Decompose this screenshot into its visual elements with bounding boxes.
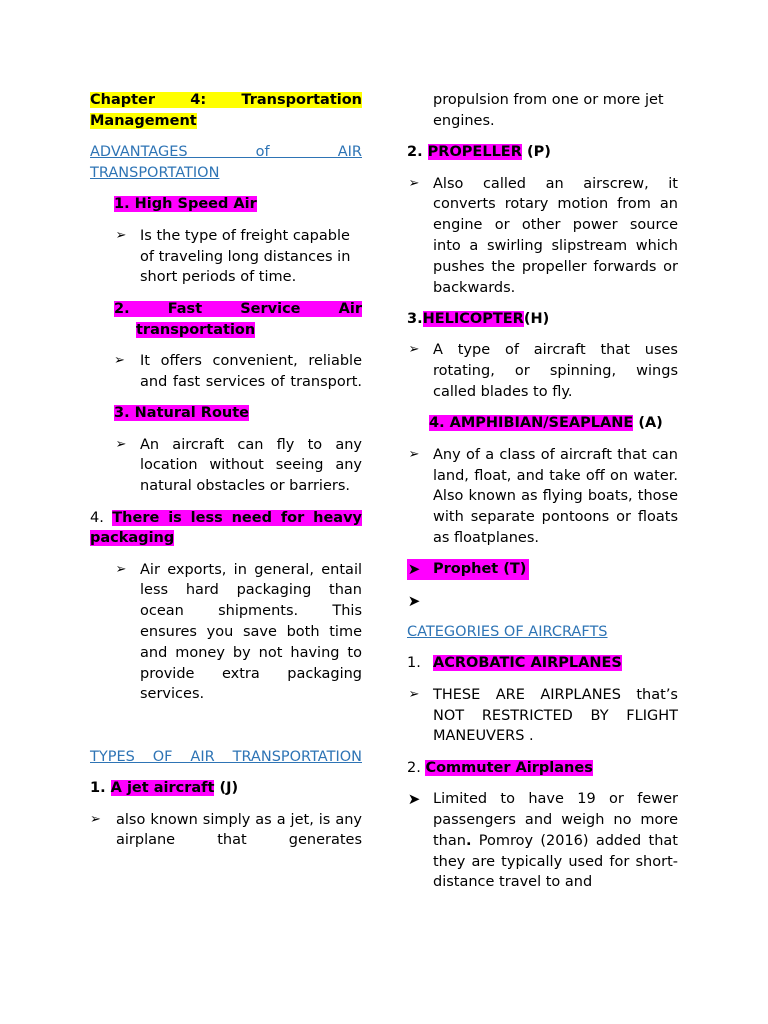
- arrowhead-bullet-icon: ➢: [90, 811, 101, 827]
- type-1-body-continued-text: propulsion from one or more jet engines.: [433, 92, 664, 129]
- type-4-code: (A): [638, 415, 663, 432]
- type-2-number: 2.: [407, 144, 423, 161]
- type-3-bullet: [407, 340, 678, 402]
- category-2-bullet: [407, 789, 678, 893]
- type-1-code: (J): [219, 780, 239, 797]
- type-4-bullet: [407, 445, 678, 549]
- category-1-bullet: [407, 685, 678, 747]
- type-2-title-text: PROPELLER: [427, 144, 522, 161]
- category-2-body-part-b: Pomroy (2016) added that they are typically used for short-distance travel to and: [433, 832, 678, 891]
- advantages-heading-link[interactable]: ADVANTAGES of AIR TRANSPORTATION: [90, 144, 362, 181]
- advantage-3-body: An aircraft can fly to any location without seeing any natural obstacles or barriers.: [140, 436, 362, 495]
- categories-heading[interactable]: [407, 622, 678, 643]
- type-2-code: (P): [526, 144, 551, 161]
- type-3-number: 3.: [407, 310, 423, 327]
- type-4-title: [407, 413, 678, 434]
- category-2-number: 2.: [407, 759, 421, 776]
- arrowhead-bullet-icon: ➤: [407, 790, 421, 809]
- advantages-heading[interactable]: [90, 142, 362, 184]
- advantage-2-title: [114, 299, 362, 341]
- advantage-4-bullet: [114, 560, 362, 706]
- type-1-number: 1.: [90, 780, 106, 797]
- advantage-3-bullet: [114, 435, 362, 497]
- category-2-body-dot: .: [465, 832, 472, 849]
- type-3-title-text: HELICOPTER: [422, 310, 524, 327]
- arrowhead-bullet-icon: ➤: [407, 591, 421, 610]
- advantage-4-title: [90, 508, 362, 550]
- advantage-2-bullet: [114, 351, 362, 393]
- type-3-body: A type of aircraft that uses rotating, or spinning, wings called blades to fly.: [433, 342, 678, 400]
- types-heading[interactable]: [90, 747, 362, 768]
- advantage-4-number: 4.: [90, 509, 104, 526]
- arrowhead-bullet-icon: ➢: [408, 342, 420, 358]
- right-column: [407, 90, 678, 904]
- advantage-1-title: [114, 194, 362, 215]
- advantage-4-body: Air exports, in general, entail less hard packaging than ocean shipments. This ensures you save both time and money by not having to provide extra packaging services.: [140, 561, 362, 703]
- advantage-4-title-text: There is less need for heavy packaging: [90, 509, 362, 547]
- type-2-body: Also called an airscrew, it converts rotary motion from an engine or other power source into a swirling slipstream which pushes the propeller forwards or backwards.: [433, 175, 678, 296]
- arrowhead-bullet-icon: ➢: [115, 561, 127, 577]
- chapter-title: [90, 90, 362, 132]
- arrowhead-bullet-icon: ➢: [408, 175, 420, 191]
- type-1-body-continued: [407, 90, 678, 132]
- category-1-number: 1.: [407, 655, 421, 672]
- arrowhead-bullet-icon: ➢: [114, 352, 125, 368]
- advantage-3-title: [114, 403, 362, 424]
- advantage-1-body: Is the type of freight capable of traveling long distances in short periods of time.: [140, 227, 351, 286]
- arrowhead-bullet-icon: ➢: [115, 227, 127, 243]
- category-1-title-text: ACROBATIC AIRPLANES: [433, 655, 622, 672]
- type-3-code: (H): [523, 310, 550, 327]
- type-5-bullet: [407, 559, 678, 580]
- type-1-body: also known simply as a jet, is any airplane that generates: [116, 811, 362, 849]
- arrowhead-bullet-icon: ➤: [407, 560, 421, 579]
- category-1-title: [407, 653, 678, 674]
- category-2-title-text: Commuter Airplanes: [425, 759, 593, 776]
- chapter-title-text: Chapter 4: Transportation Management: [90, 92, 362, 129]
- type-2-bullet: [407, 174, 678, 299]
- category-2-body-part-a: Limited to have 19 or fewer passengers and weigh no more than: [433, 791, 678, 849]
- type-4-title-text: 4. AMPHIBIAN/SEAPLANE: [429, 415, 634, 432]
- arrowhead-bullet-icon: ➢: [115, 436, 127, 452]
- arrowhead-bullet-icon: ➢: [408, 446, 420, 462]
- advantage-2-title-text: 2. Fast Service Air transportation: [114, 300, 362, 338]
- type-5-title-text: Prophet (T): [433, 561, 527, 578]
- type-1-title-text: A jet aircraft: [110, 780, 215, 797]
- type-2-title: [407, 142, 678, 163]
- type-3-title: [407, 309, 678, 330]
- categories-heading-link[interactable]: CATEGORIES OF AIRCRAFTS: [407, 624, 608, 641]
- advantage-3-title-text: 3. Natural Route: [114, 405, 249, 422]
- advantage-1-bullet: [114, 226, 362, 288]
- left-column: [90, 90, 362, 862]
- advantage-2-body: It offers convenient, reliable and fast services of transport.: [140, 352, 362, 390]
- types-heading-link[interactable]: TYPES OF AIR TRANSPORTATION: [90, 748, 362, 765]
- type-1-bullet: [90, 810, 362, 852]
- type-1-title: [90, 778, 362, 799]
- empty-bullet: [407, 591, 678, 612]
- type-4-body: Any of a class of aircraft that can land, float, and take off on water. Also known as flying boats, those with separate pontoons or floats as floatplanes.: [433, 446, 678, 546]
- arrowhead-bullet-icon: ➢: [408, 686, 420, 702]
- category-2-title: [407, 758, 678, 779]
- advantage-1-title-text: 1. High Speed Air: [114, 196, 257, 213]
- category-1-body: THESE ARE AIRPLANES that’s NOT RESTRICTED BY FLIGHT MANEUVERS .: [433, 686, 678, 745]
- spacer: [90, 716, 362, 747]
